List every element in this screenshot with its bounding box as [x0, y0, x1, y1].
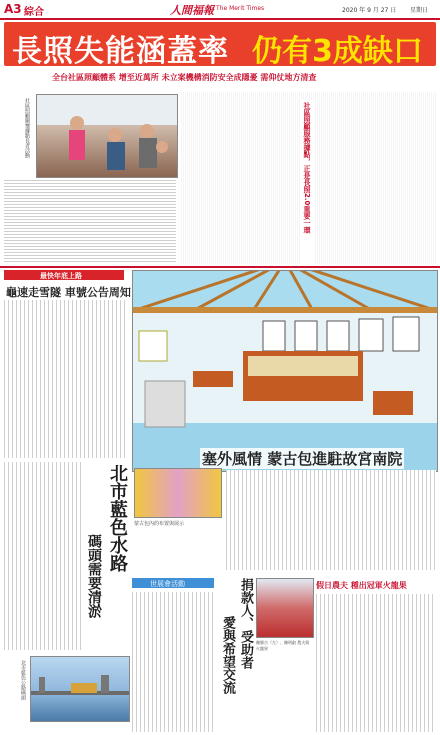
issue-weekday: 星期日: [410, 7, 429, 14]
care-photo-figures: [37, 95, 177, 177]
section-divider: [0, 266, 440, 268]
donor-subheadline: 愛與希望交流: [220, 616, 235, 694]
side-body: [4, 300, 128, 458]
headline-subhead: 全台社區照顧體系 增至近萬所 未立案機構消防安全成隱憂 需仰仗地方清查: [52, 73, 317, 82]
side-label-text: 最快年底上路: [40, 272, 82, 280]
yurt-interior: [133, 271, 437, 471]
pull-quote: 社區照顧服務據點，正是長照2.0重要一環: [300, 100, 314, 274]
donor-photo: [256, 578, 314, 638]
donor-caption: 陳勝吉（左）、陳明叡 農夫與火龍果: [256, 640, 310, 651]
section-code: A3: [4, 2, 22, 16]
masthead: [0, 0, 440, 20]
mongolia-small-caption: 蒙古包內的布置與展示: [134, 521, 185, 527]
mongolia-photo: [132, 270, 438, 472]
paper-name-en: The Merit Times: [216, 5, 265, 12]
farmer-body: [316, 594, 436, 732]
harbor-caption: 北市藍色公路碼頭: [20, 660, 26, 700]
headline-left: 長照失能涵蓋率: [12, 34, 229, 69]
care-photo-caption: 社區照顧關懷據點長者活動: [24, 98, 30, 158]
bluewater-headline: 北市藍色水路: [107, 464, 128, 572]
headline-right: 仍有3成缺口: [252, 34, 423, 69]
bluewater-body: [4, 462, 82, 650]
world-label-text: 世展會活動: [150, 580, 185, 588]
paper-name: 人間福報: [170, 4, 214, 17]
harbor-photo: [30, 656, 130, 722]
bluewater-subheadline: 碼頭需要清淤: [86, 534, 102, 618]
side-label: [4, 270, 124, 280]
world-label: [132, 578, 214, 588]
article-left-body: [4, 180, 176, 264]
world-body: [132, 592, 214, 732]
section-name: 綜合: [24, 7, 44, 18]
mongolia-body: [226, 470, 436, 570]
mongolia-headline: 塞外風情 蒙古包進駐故宮南院: [202, 450, 403, 468]
farmer-headline: 假日農夫 種出冠軍火龍果: [316, 581, 407, 590]
care-photo: [36, 94, 178, 178]
harbor-scene: [31, 657, 129, 721]
mongolia-small-photo: [134, 468, 222, 518]
donor-headline: 捐款人、受助者: [238, 578, 253, 669]
issue-date: 2020 年 9 月 27 日: [342, 7, 397, 14]
side-title: 龜速走雪隧 車號公告周知: [6, 286, 131, 299]
headline-banner: [4, 22, 436, 69]
